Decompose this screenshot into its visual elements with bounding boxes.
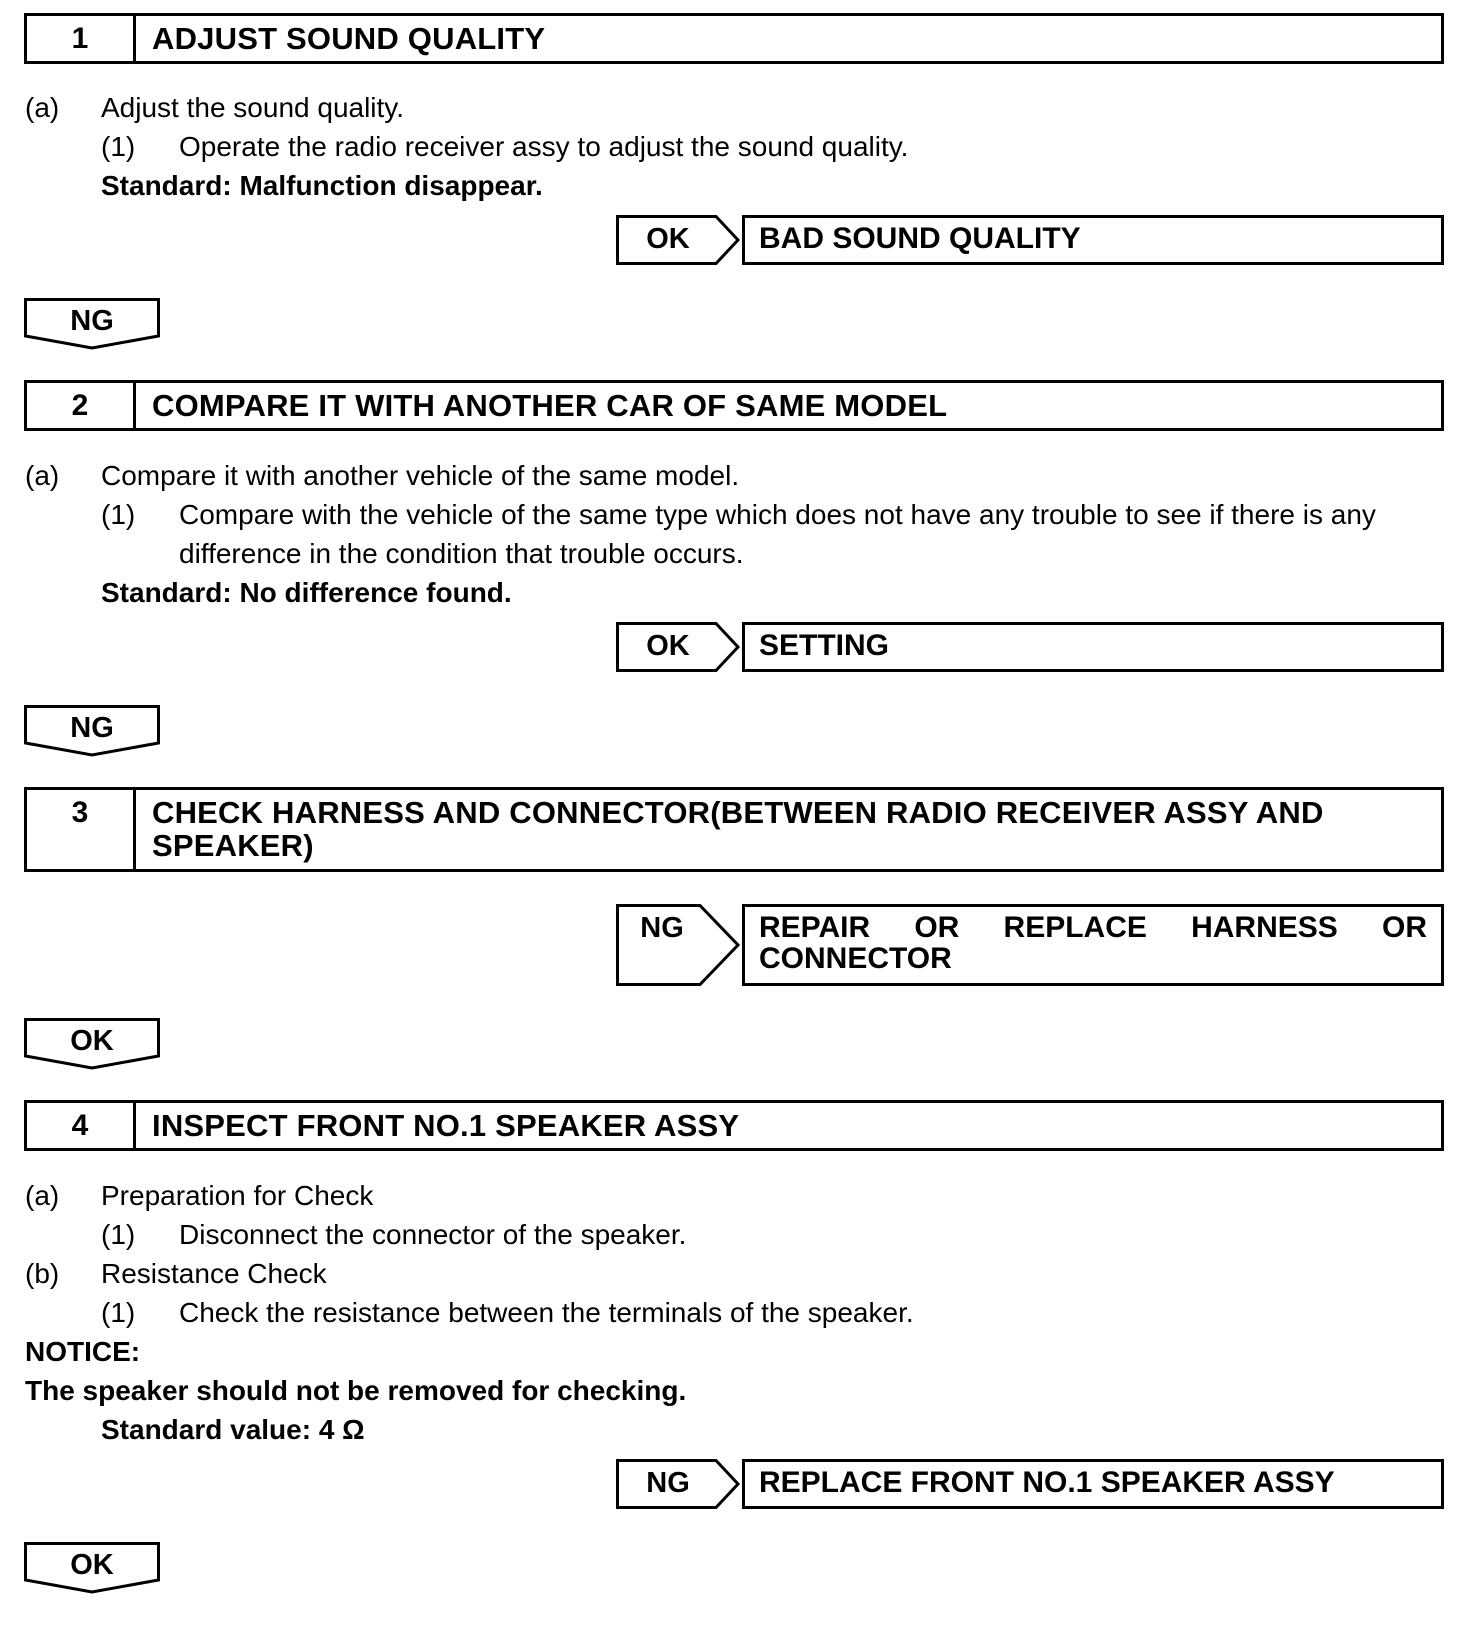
flow-down-label: OK: [70, 1549, 114, 1581]
step-3-header: [24, 787, 1444, 872]
item-label: (1): [101, 131, 136, 162]
result-arrow-label: OK: [646, 223, 690, 255]
flow-down-label: NG: [70, 712, 114, 744]
step-number: 1: [27, 16, 136, 61]
item-text: Compare it with another vehicle of the same model.: [101, 460, 740, 491]
item-label: (1): [101, 1297, 136, 1328]
result-box: REPAIR OR REPLACE HARNESS OR CONNECTOR: [742, 904, 1444, 986]
step-4-header: [24, 1100, 1444, 1151]
item-label: (a): [25, 92, 60, 123]
step-2-header: [24, 380, 1444, 431]
step-number: 4: [27, 1103, 136, 1148]
item-text: Resistance Check: [101, 1258, 327, 1289]
step-title: ADJUST SOUND QUALITY: [152, 21, 546, 56]
step-number: 2: [27, 383, 136, 428]
standard-text: Standard: No difference found.: [101, 577, 512, 608]
item-text: Adjust the sound quality.: [101, 92, 405, 123]
result-arrow-label: NG: [646, 1467, 690, 1499]
step-number: 3: [27, 790, 136, 869]
item-text: Check the resistance between the terminals of the speaker.: [179, 1297, 914, 1328]
item-text: Compare with the vehicle of the same type which does not have any trouble to see if there is any: [179, 499, 1376, 530]
item-label: (b): [25, 1258, 60, 1289]
step-title: CHECK HARNESS AND CONNECTOR(BETWEEN RADIO RECEIVER ASSY AND SPEAKER): [152, 795, 1324, 863]
result-box: REPLACE FRONT NO.1 SPEAKER ASSY: [742, 1459, 1444, 1509]
flow-down-label: OK: [70, 1025, 114, 1057]
standard-text: Standard value: 4 Ω: [101, 1414, 365, 1445]
step-title: COMPARE IT WITH ANOTHER CAR OF SAME MODEL: [152, 388, 948, 423]
flow-down-label: NG: [70, 305, 114, 337]
item-label: (1): [101, 499, 136, 530]
notice-heading: NOTICE:: [25, 1336, 141, 1367]
result-box: BAD SOUND QUALITY: [742, 215, 1444, 265]
item-label: (a): [25, 460, 60, 491]
item-text-continued: difference in the condition that trouble occurs.: [179, 538, 744, 569]
item-label: (1): [101, 1219, 136, 1250]
item-text: Operate the radio receiver assy to adjust the sound quality.: [179, 131, 909, 162]
item-label: (a): [25, 1180, 60, 1211]
step-1-header: [24, 13, 1444, 64]
item-text: Preparation for Check: [101, 1180, 374, 1211]
result-arrow-label: OK: [646, 630, 690, 662]
step-title: INSPECT FRONT NO.1 SPEAKER ASSY: [152, 1108, 740, 1143]
result-box: SETTING: [742, 622, 1444, 672]
notice-text: The speaker should not be removed for checking.: [25, 1375, 687, 1406]
result-arrow-label: NG: [640, 912, 684, 944]
standard-text: Standard: Malfunction disappear.: [101, 170, 543, 201]
item-text: Disconnect the connector of the speaker.: [179, 1219, 687, 1250]
